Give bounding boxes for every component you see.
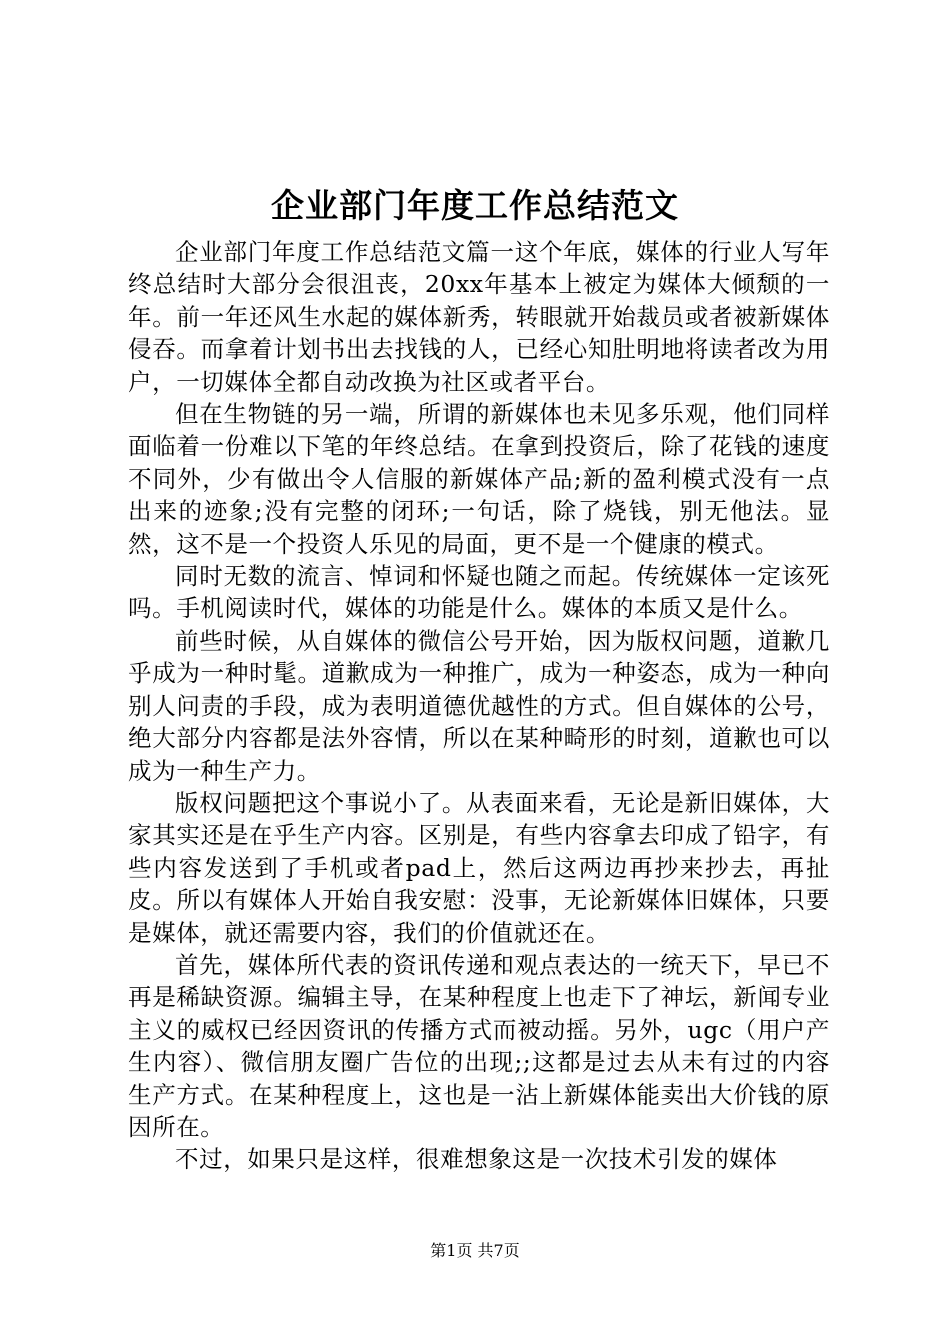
paragraph: 但在生物链的另一端，所谓的新媒体也未见多乐观，他们同样面临着一份难以下笔的年终总结。在拿到投资后，除了花钱的速度不同外，少有做出令人信服的新媒体产品;新的盈利模式没有一点出来的迹象;没有完整的闭环;一句话，除了烧钱，别无他法。显然，这不是一个投资人乐见的局面，更不是一个健康的模式。 [128, 400, 830, 558]
paragraph: 前些时候，从自媒体的微信公号开始，因为版权问题，道歉几乎成为一种时髦。道歉成为一种推广，成为一种姿态，成为一种向别人问责的手段，成为表明道德优越性的方式。但自媒体的公号，绝大部分内容都是法外容情，所以在某种畸形的时刻，道歉也可以成为一种生产力。 [128, 626, 830, 785]
document-title: 企业部门年度工作总结范文 [271, 186, 679, 225]
paragraph: 首先，媒体所代表的资讯传递和观点表达的一统天下，早已不再是稀缺资源。编辑主导，在某种程度上也走下了神坛，新闻专业主义的威权已经因资讯的传播方式而被动摇。另外，ugc（用户产生内容）、微信朋友圈广告位的出现;;这都是过去从未有过的内容生产方式。在某种程度上，这也是一沾上新媒体能卖出大价钱的原因所在。 [128, 950, 830, 1141]
document-body [128, 236, 830, 1176]
paragraph: 版权问题把这个事说小了。从表面来看，无论是新旧媒体，大家其实还是在乎生产内容。区别是，有些内容拿去印成了铅字，有些内容发送到了手机或者pad上，然后这两边再抄来抄去，再扯皮。所以有媒体人开始自我安慰：没事，无论新媒体旧媒体，只要是媒体，就还需要内容，我们的价值就还在。 [128, 788, 830, 947]
page-footer: 第1页 共7页 [430, 1241, 520, 1260]
paragraph: 企业部门年度工作总结范文篇一这个年底，媒体的行业人写年终总结时大部分会很沮丧，20xx年基本上被定为媒体大倾颓的一年。前一年还风生水起的媒体新秀，转眼就开始裁员或者被新媒体侵吞。而拿着计划书出去找钱的人，已经心知肚明地将读者改为用户，一切媒体全都自动改换为社区或者平台。 [128, 238, 830, 396]
paragraph: 不过，如果只是这样，很难想象这是一次技术引发的媒体 [175, 1145, 778, 1174]
paragraph: 同时无数的流言、悼词和怀疑也随之而起。传统媒体一定该死吗。手机阅读时代，媒体的功能是什么。媒体的本质又是什么。 [128, 562, 830, 623]
